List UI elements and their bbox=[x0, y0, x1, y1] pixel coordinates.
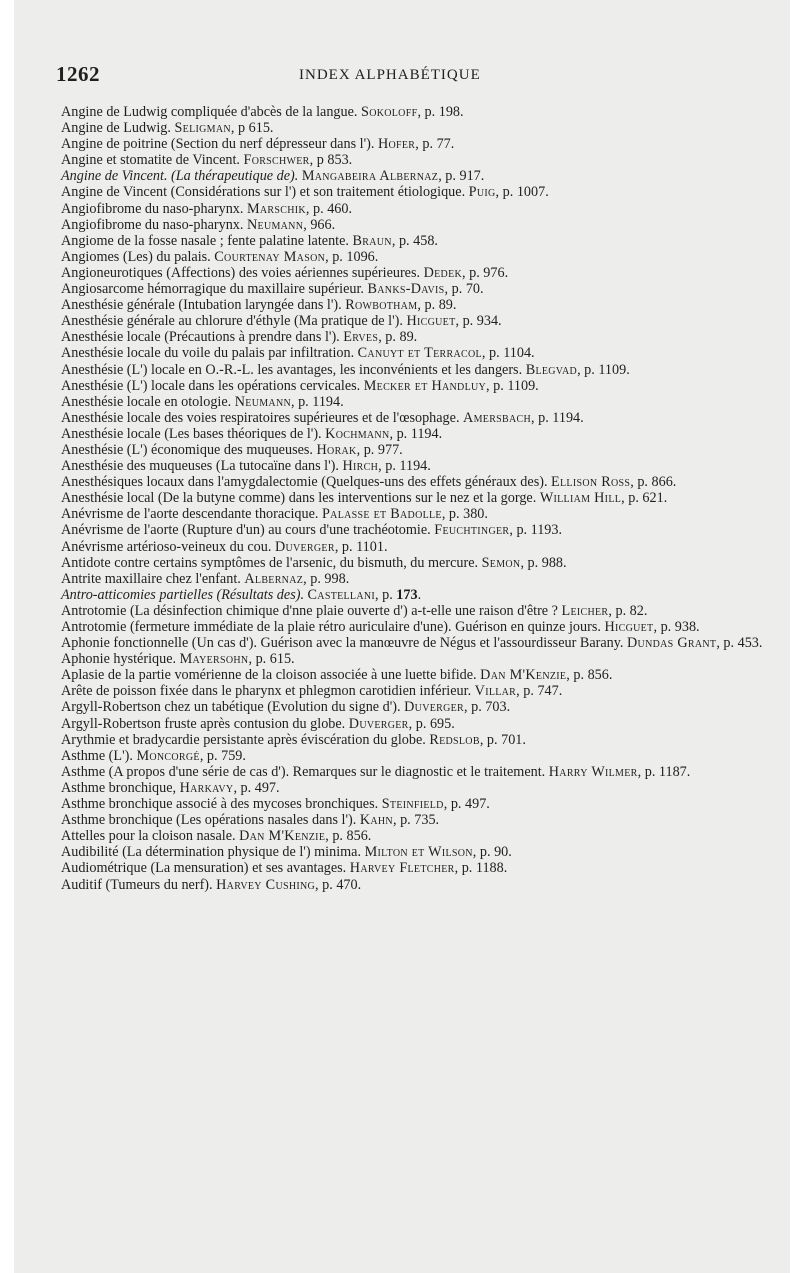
index-entries bbox=[61, 105, 769, 894]
entry-page-ref: , p. 70. bbox=[444, 281, 484, 298]
entry-author: Harvey Fletcher bbox=[349, 860, 455, 877]
index-entry bbox=[61, 572, 769, 588]
entry-page-ref: , p. 497. bbox=[233, 779, 280, 796]
entry-subject: Antrotomie (La désinfection chimique d'nne plaie ouverte d') a-t-elle une raison d'être ? bbox=[61, 602, 558, 619]
entry-subject: Anévrisme artérioso-veineux du cou. bbox=[61, 538, 272, 555]
index-entry bbox=[61, 395, 769, 411]
index-entry bbox=[61, 459, 769, 475]
entry-subject: Argyll-Robertson fruste après contusion du globe. bbox=[61, 715, 346, 732]
entry-author: Dedek bbox=[423, 264, 462, 281]
entry-author: Kahn bbox=[359, 812, 393, 829]
entry-subject: Anesthésie locale du voile du palais par infiltration. bbox=[61, 345, 355, 362]
index-entry bbox=[61, 668, 769, 684]
index-entry bbox=[61, 185, 769, 201]
entry-page-ref: , p. 1096. bbox=[325, 248, 379, 265]
entry-page-ref: , p. 453. bbox=[716, 635, 763, 652]
entry-page-ref: , p. 89. bbox=[417, 297, 457, 314]
entry-author: Courtenay Mason bbox=[214, 248, 326, 265]
entry-subject: Arête de poisson fixée dans le pharynx et phlegmon carotidien inférieur. bbox=[61, 683, 472, 700]
entry-page-ref: , p. bbox=[375, 586, 397, 603]
index-entry bbox=[61, 845, 769, 861]
entry-page-ref: , p. 470. bbox=[315, 876, 362, 893]
entry-author: Mangabeira Albernaz bbox=[301, 168, 439, 185]
entry-page-ref: , p. 735. bbox=[392, 812, 440, 829]
index-entry bbox=[61, 491, 769, 507]
index-entry bbox=[61, 749, 769, 765]
entry-page-ref: , p. 82. bbox=[608, 602, 648, 619]
entry-page-ref: , p. 856. bbox=[566, 667, 613, 684]
index-entry bbox=[61, 282, 769, 298]
index-entry bbox=[61, 475, 769, 491]
entry-page-ref: , p. 1194. bbox=[389, 425, 443, 442]
entry-page-ref: , p. 976. bbox=[462, 264, 509, 281]
entry-subject: Auditif (Tumeurs du nerf). bbox=[61, 876, 213, 893]
entry-author: Mecker et Handluy bbox=[363, 377, 487, 394]
entry-author: Neumann bbox=[246, 216, 304, 233]
entry-page-ref: , p. 1194. bbox=[531, 409, 584, 426]
entry-page-ref: , p. 977. bbox=[356, 441, 403, 458]
entry-page-ref: , p. 988. bbox=[520, 554, 567, 571]
entry-subject: Anesthésie générale (Intubation laryngée dans l'). bbox=[61, 297, 342, 314]
index-entry bbox=[61, 540, 769, 556]
entry-author: Feuchtinger bbox=[434, 522, 510, 539]
entry-author: Hicguet bbox=[406, 313, 456, 330]
entry-subject: Angiofibrome du naso-pharynx. bbox=[61, 200, 244, 217]
entry-author: Albernaz bbox=[244, 570, 304, 587]
entry-subject: Aplasie de la partie vomérienne de la cloison associée à une luette bifide. bbox=[61, 667, 477, 684]
index-entry bbox=[61, 781, 769, 797]
entry-subject: Angine de Ludwig. bbox=[61, 120, 171, 137]
entry-page-ref: , p. 198. bbox=[417, 104, 464, 120]
entry-subject: Aphonie hystérique. bbox=[61, 651, 177, 668]
entry-subject: Anévrisme de l'aorte descendante thoracique. bbox=[61, 506, 319, 523]
entry-page-ref: , p. 695. bbox=[408, 715, 455, 732]
entry-subject: Arythmie et bradycardie persistante après éviscération du globe. bbox=[61, 731, 426, 748]
entry-subject: Angine de Ludwig compliquée d'abcès de la langue. bbox=[61, 104, 358, 120]
entry-page-ref: , p 853. bbox=[309, 152, 353, 169]
index-entry bbox=[61, 733, 769, 749]
entry-page-ref: , p. 934. bbox=[455, 313, 502, 330]
entry-page-ref: , p. 703. bbox=[464, 699, 511, 716]
running-title: INDEX ALPHABÉTIQUE bbox=[299, 67, 481, 83]
page-number: 1262 bbox=[56, 62, 100, 86]
entry-author: Blegvad bbox=[525, 361, 578, 378]
index-entry bbox=[61, 861, 769, 877]
entry-subject: Asthme (L'). bbox=[61, 747, 133, 764]
entry-page-ref: , p. 89. bbox=[378, 329, 418, 346]
index-entry bbox=[61, 507, 769, 523]
index-entry bbox=[61, 218, 769, 234]
entry-author: Mayersohn bbox=[179, 651, 249, 668]
entry-subject: Angine et stomatite de Vincent. bbox=[61, 152, 240, 169]
entry-author: Rowbotham bbox=[345, 297, 418, 314]
entry-page-ref: , p. 1104. bbox=[481, 345, 535, 362]
index-entry bbox=[61, 121, 769, 137]
entry-author: Duverger bbox=[274, 538, 335, 555]
index-entry bbox=[61, 153, 769, 169]
entry-page-ref: , p. 1193. bbox=[509, 522, 563, 539]
entry-subject: Angiome de la fosse nasale ; fente palatine latente. bbox=[61, 232, 349, 249]
index-entry bbox=[61, 346, 769, 362]
index-entry bbox=[61, 523, 769, 539]
entry-page-ref: , p. 1007. bbox=[495, 184, 549, 201]
entry-author: Sokoloff bbox=[361, 104, 418, 120]
entry-subject: Asthme (A propos d'une série de cas d'). Remarques sur le diagnostic et le traitement. bbox=[61, 763, 546, 780]
entry-subject-italic: Antro-atticomies partielles (Résultats des). bbox=[61, 586, 304, 603]
entry-subject: Angiosarcome hémorragique du maxillaire supérieur. bbox=[61, 281, 364, 298]
entry-author: Ellison Ross bbox=[551, 474, 631, 491]
entry-author: Hofer bbox=[377, 136, 416, 153]
index-entry bbox=[61, 202, 769, 218]
entry-author: Seligman bbox=[174, 120, 231, 137]
index-entry bbox=[61, 427, 769, 443]
index-entry bbox=[61, 137, 769, 153]
entry-subject: Aphonie fonctionnelle (Un cas d'). Guérison avec la manœuvre de Négus et l'assourdisseur Barany. bbox=[61, 635, 624, 652]
entry-subject: Audibilité (La détermination physique de l') minima. bbox=[61, 844, 362, 861]
entry-page-ref: , p. 759. bbox=[199, 747, 246, 764]
index-entry bbox=[61, 169, 769, 185]
entry-author: Palasse et Badolle bbox=[321, 506, 442, 523]
entry-author: Neumann bbox=[234, 393, 291, 410]
entry-subject: Anesthésie locale (Les bases théoriques de l'). bbox=[61, 425, 322, 442]
entry-subject: Anévrisme de l'aorte (Rupture d'un) au cours d'une trachéotomie. bbox=[61, 522, 431, 539]
entry-subject: Asthme bronchique, bbox=[61, 779, 177, 796]
entry-page-ref: , p. 701. bbox=[479, 731, 526, 748]
entry-page-ref: , p. 497. bbox=[443, 796, 490, 813]
entry-author: Hirch bbox=[342, 458, 379, 475]
entry-subject: Anesthésie générale au chlorure d'éthyle (Ma pratique de l'). bbox=[61, 313, 403, 330]
index-entry bbox=[61, 620, 769, 636]
entry-author: Hicguet bbox=[604, 619, 654, 635]
entry-page-ref: , p. 938. bbox=[653, 619, 700, 635]
entry-author: Erves bbox=[343, 329, 379, 346]
entry-subject: Anesthésiques locaux dans l'amygdalectomie (Quelques-uns des effets généraux des). bbox=[61, 474, 548, 491]
entry-author: Duverger bbox=[404, 699, 464, 716]
entry-subject: Anesthésie des muqueuses (La tutocaïne dans l'). bbox=[61, 458, 339, 475]
entry-page-ref: , p. 747. bbox=[516, 683, 563, 700]
entry-author: Moncorgé bbox=[136, 747, 200, 764]
index-entry bbox=[61, 105, 769, 121]
entry-page-ref: , p. 866. bbox=[630, 474, 677, 491]
entry-subject: Antrotomie (fermeture immédiate de la plaie rétro auriculaire d'une). Guérison en quinze jours. bbox=[61, 619, 601, 635]
entry-author: Redslob bbox=[429, 731, 480, 748]
entry-author: Dan M'Kenzie bbox=[239, 828, 326, 845]
entry-page-ref: , p. 1109. bbox=[486, 377, 539, 394]
index-entry bbox=[61, 411, 769, 427]
entry-subject: Attelles pour la cloison nasale. bbox=[61, 828, 236, 845]
index-entry bbox=[61, 250, 769, 266]
index-entry bbox=[61, 363, 769, 379]
entry-page-ref: , p. 458. bbox=[391, 232, 438, 249]
index-entry bbox=[61, 604, 769, 620]
entry-subject: Argyll-Robertson chez un tabétique (Evolution du signe d'). bbox=[61, 699, 401, 716]
entry-subject: Anesthésie locale (Précautions à prendre dans l'). bbox=[61, 329, 340, 346]
index-entry bbox=[61, 765, 769, 781]
entry-author: Dundas Grant bbox=[627, 635, 717, 652]
entry-author: Harkavy bbox=[179, 779, 234, 796]
entry-subject: Angine de poitrine (Section du nerf dépresseur dans l'). bbox=[61, 136, 375, 153]
index-entry bbox=[61, 298, 769, 314]
entry-author: Amersbach bbox=[463, 409, 532, 426]
index-entry bbox=[61, 379, 769, 395]
entry-subject: Anesthésie locale des voies respiratoires supérieures et de l'œsophage. bbox=[61, 409, 460, 426]
entry-page-ref: , p. 90. bbox=[472, 844, 512, 861]
entry-subject: Anesthésie locale en otologie. bbox=[61, 393, 232, 410]
entry-page-ref: , p 615. bbox=[230, 120, 274, 137]
entry-subject-italic: Angine de Vincent. (La thérapeutique de). bbox=[61, 168, 299, 185]
entry-subject: Angine de Vincent (Considérations sur l') et son traitement étiologique. bbox=[61, 184, 466, 201]
entry-page-bold: 173 bbox=[396, 586, 418, 603]
index-entry bbox=[61, 700, 769, 716]
index-entry bbox=[61, 330, 769, 346]
entry-author: Braun bbox=[352, 232, 392, 249]
entry-author: Dan M'Kenzie bbox=[480, 667, 567, 684]
index-entry bbox=[61, 684, 769, 700]
index-entry bbox=[61, 443, 769, 459]
entry-author: Duverger bbox=[348, 715, 409, 732]
entry-page-ref: , p. 77. bbox=[415, 136, 455, 153]
entry-page-ref: , p. 1101. bbox=[334, 538, 388, 555]
entry-page-ref: , p. 856. bbox=[325, 828, 372, 845]
entry-page-ref: , p. 1194. bbox=[378, 458, 431, 475]
entry-page-suffix: . bbox=[417, 586, 422, 603]
entry-page-ref: , p. 380. bbox=[441, 506, 488, 523]
entry-subject: Angioneurotiques (Affections) des voies aériennes supérieures. bbox=[61, 264, 421, 281]
index-entry bbox=[61, 588, 769, 604]
entry-author: Castellani bbox=[307, 586, 375, 603]
entry-author: Canuyt et Terracol bbox=[357, 345, 482, 362]
entry-page-ref: , 966. bbox=[303, 216, 336, 233]
index-entry bbox=[61, 878, 769, 894]
entry-subject: Anesthésie (L') locale en O.-R.-L. les avantages, les inconvénients et les dangers. bbox=[61, 361, 523, 378]
entry-subject: Anesthésie (L') économique des muqueuses. bbox=[61, 441, 313, 458]
entry-author: Kochmann bbox=[325, 425, 390, 442]
page-header bbox=[56, 62, 756, 86]
entry-page-ref: , p. 1194. bbox=[290, 393, 344, 410]
index-entry bbox=[61, 829, 769, 845]
entry-subject: Angiofibrome du naso-pharynx. bbox=[61, 216, 244, 233]
entry-subject: Anesthésie (L') locale dans les opérations cervicales. bbox=[61, 377, 361, 394]
entry-page-ref: , p. 998. bbox=[303, 570, 350, 587]
entry-subject: Antidote contre certains symptômes de l'arsenic, du bismuth, du mercure. bbox=[61, 554, 479, 571]
entry-author: Milton et Wilson bbox=[364, 844, 473, 861]
entry-subject: Angiomes (Les) du palais. bbox=[61, 248, 211, 265]
entry-page-ref: , p. 615. bbox=[248, 651, 295, 668]
entry-subject: Asthme bronchique associé à des mycoses bronchiques. bbox=[61, 796, 379, 813]
entry-author: Forschwer bbox=[243, 152, 310, 169]
index-entry bbox=[61, 266, 769, 282]
index-entry bbox=[61, 636, 769, 652]
entry-author: William Hill bbox=[539, 490, 622, 507]
entry-author: Villar bbox=[474, 683, 517, 700]
entry-author: Horak bbox=[316, 441, 357, 458]
entry-author: Leicher bbox=[561, 602, 609, 619]
entry-page-ref: , p. 1187. bbox=[637, 763, 691, 780]
index-entry bbox=[61, 717, 769, 733]
entry-author: Banks-Davis bbox=[367, 281, 445, 298]
entry-author: Marschik bbox=[246, 200, 306, 217]
entry-subject: Antrite maxillaire chez l'enfant. bbox=[61, 570, 241, 587]
entry-page-ref: , p. 621. bbox=[621, 490, 668, 507]
entry-subject: Asthme bronchique (Les opérations nasales dans l'). bbox=[61, 812, 357, 829]
index-page bbox=[14, 0, 790, 1273]
entry-author: Steinfield bbox=[381, 796, 444, 813]
entry-author: Semon bbox=[481, 554, 521, 571]
entry-subject: Anesthésie local (De la butyne comme) dans les interventions sur le nez et la gorge. bbox=[61, 490, 537, 507]
index-entry bbox=[61, 314, 769, 330]
entry-page-ref: , p. 917. bbox=[438, 168, 485, 185]
entry-page-ref: , p. 1109. bbox=[577, 361, 630, 378]
index-entry bbox=[61, 556, 769, 572]
entry-page-ref: , p. 1188. bbox=[454, 860, 508, 877]
entry-author: Harry Wilmer bbox=[548, 763, 638, 780]
entry-author: Puig bbox=[468, 184, 496, 201]
index-entry bbox=[61, 813, 769, 829]
index-entry bbox=[61, 797, 769, 813]
index-entry bbox=[61, 234, 769, 250]
index-entry bbox=[61, 652, 769, 668]
entry-author: Harvey Cushing bbox=[216, 876, 316, 893]
entry-subject: Audiométrique (La mensuration) et ses avantages. bbox=[61, 860, 347, 877]
entry-page-ref: , p. 460. bbox=[305, 200, 353, 217]
